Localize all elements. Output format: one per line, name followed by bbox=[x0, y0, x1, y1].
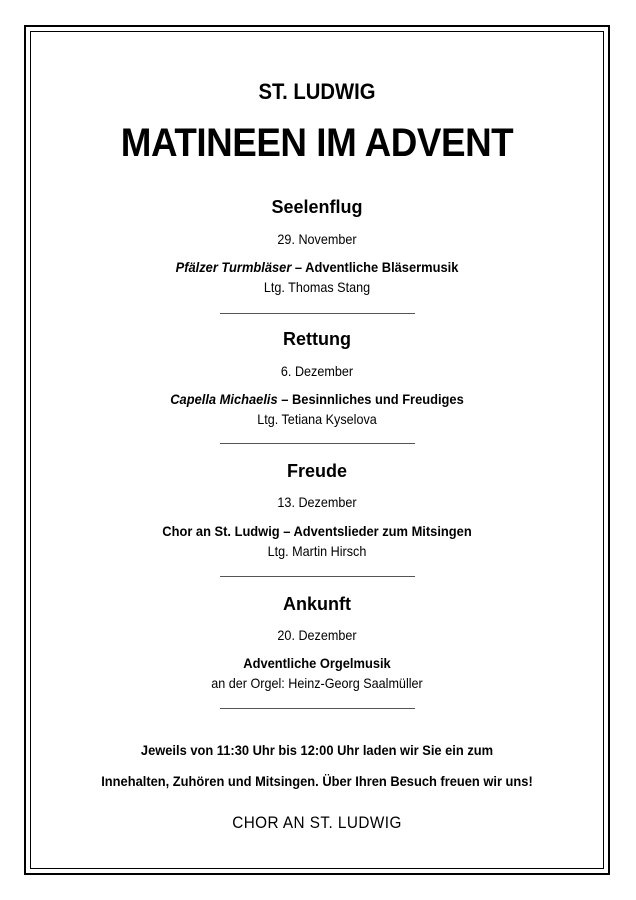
event-date: 29. November bbox=[277, 231, 357, 247]
event-program: Chor an St. Ludwig – Adventslieder zum Mitsingen bbox=[162, 523, 472, 539]
event-title: Freude bbox=[286, 461, 347, 481]
event-leader: Ltg. Tetiana Kyselova bbox=[257, 411, 377, 427]
section-divider bbox=[220, 313, 415, 314]
event-date: 20. Dezember bbox=[277, 627, 357, 643]
event-leader: Ltg. Martin Hirsch bbox=[267, 543, 367, 559]
event-date: 13. Dezember bbox=[277, 494, 357, 510]
event-title: Ankunft bbox=[283, 594, 351, 614]
event-performer: Pfälzer Turmbläser bbox=[175, 259, 292, 275]
event-date: 6. Dezember bbox=[280, 363, 354, 379]
event-program-line bbox=[53, 259, 581, 275]
event-program: Besinnliches und Freudiges bbox=[291, 391, 464, 407]
section-divider bbox=[220, 443, 415, 444]
event-leader: Ltg. Thomas Stang bbox=[263, 279, 371, 295]
event-title: Seelenflug bbox=[271, 197, 363, 217]
event-title: Rettung bbox=[283, 329, 351, 349]
closing-line-1: Jeweils von 11:30 Uhr bis 12:00 Uhr laden wir Sie ein zum bbox=[140, 742, 494, 758]
event-program: Adventliche Bläsermusik bbox=[305, 259, 459, 275]
section-divider bbox=[220, 576, 415, 577]
event-program-line bbox=[53, 523, 581, 539]
poster-title: MATINEEN IM ADVENT bbox=[120, 121, 514, 165]
event-program-line bbox=[53, 391, 581, 407]
poster-content bbox=[30, 31, 604, 869]
event-separator: – bbox=[291, 259, 306, 275]
signature: CHOR AN ST. LUDWIG bbox=[232, 813, 402, 832]
closing-line-2: Innehalten, Zuhören und Mitsingen. Über Ihren Besuch freuen wir uns! bbox=[101, 773, 533, 789]
section-divider bbox=[220, 708, 415, 709]
event-program-line bbox=[53, 655, 581, 671]
event-program: Adventliche Orgelmusik bbox=[243, 655, 391, 671]
event-performer: Capella Michaelis bbox=[170, 391, 278, 407]
event-leader: an der Orgel: Heinz-Georg Saalmüller bbox=[211, 675, 423, 691]
church-name: ST. LUDWIG bbox=[258, 79, 376, 104]
event-separator: – bbox=[277, 391, 292, 407]
